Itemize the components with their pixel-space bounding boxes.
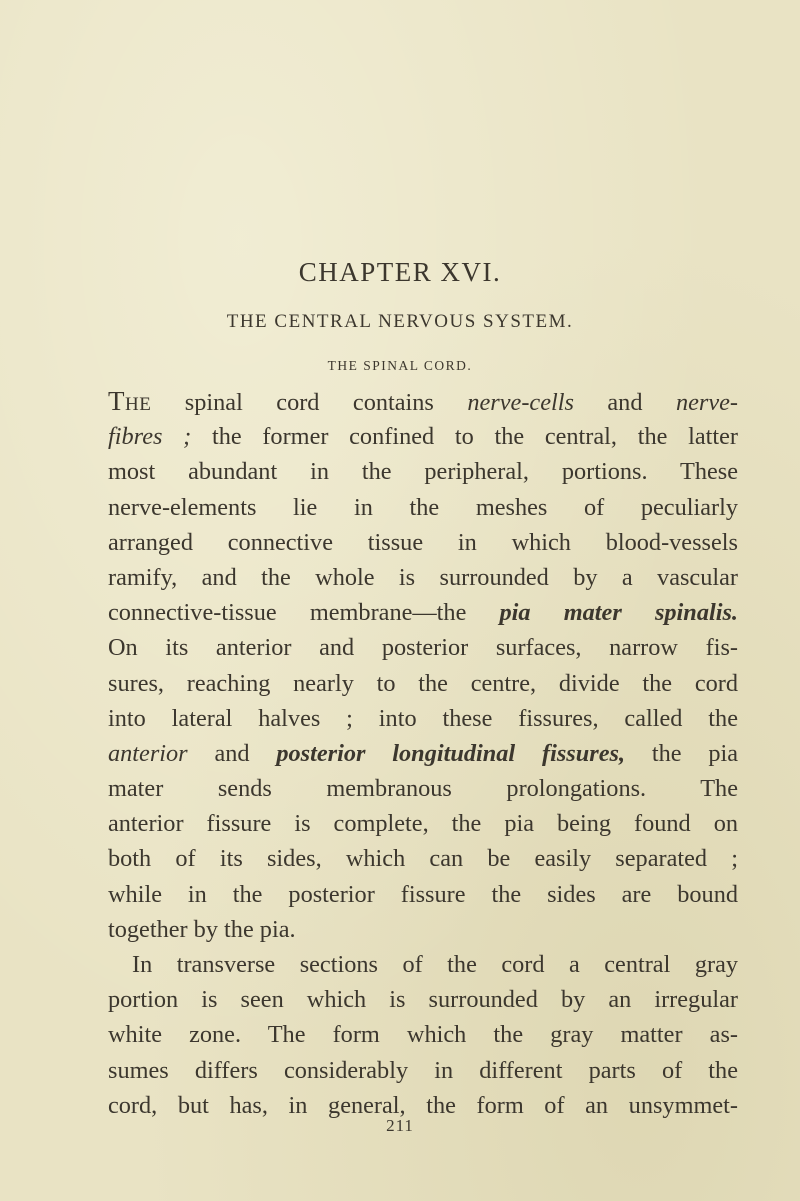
text-line: [108, 419, 738, 454]
text-line: [108, 701, 738, 736]
text-line: [108, 877, 738, 912]
text-line: [108, 630, 738, 665]
text-segment: nerve-elements lie in the meshes of peculiarly: [108, 493, 738, 521]
text-segment: white zone. The form which the gray matter as-: [108, 1021, 738, 1049]
text-segment: sumes differs considerably in different parts of the: [108, 1056, 738, 1084]
text-segment: and: [573, 389, 676, 416]
text-segment: both of its sides, which can be easily separated ;: [108, 845, 738, 873]
text-segment: On its anterior and posterior surfaces, narrow fis-: [108, 634, 738, 662]
text-segment: most abundant in the peripheral, portions. These: [108, 458, 738, 486]
text-segment: cord, but has, in general, the form of an unsymmet-: [108, 1091, 738, 1119]
text-line: [108, 525, 738, 560]
text-segment: nerve-: [675, 389, 739, 416]
page-number: 211: [386, 1116, 414, 1135]
text-line: [108, 595, 738, 630]
text-segment: connective-tissue membrane—the: [108, 599, 500, 627]
text-line: [108, 912, 738, 947]
text-segment: In transverse sections of the cord a central gray: [132, 951, 738, 978]
text-line: [108, 806, 738, 841]
text-segment: the pia: [625, 739, 739, 767]
text-segment: spinal cord contains: [151, 389, 468, 416]
text-segment: fibres ;: [108, 423, 192, 451]
text-segment: while in the posterior fissure the sides are bound: [108, 880, 738, 908]
text-segment: pia mater spinalis.: [499, 599, 738, 627]
subsection-title: THE SPINAL CORD.: [327, 358, 473, 373]
body-text: [108, 384, 738, 1123]
section-title: THE CENTRAL NERVOUS SYSTEM.: [226, 311, 574, 332]
text-line: [108, 736, 738, 771]
text-segment: portion is seen which is surrounded by an irregular: [108, 986, 738, 1014]
text-segment: sures, reaching nearly to the centre, divide the cord: [108, 669, 738, 697]
text-line: [108, 666, 738, 701]
text-segment: anterior: [108, 739, 188, 767]
text-segment: anterior fissure is complete, the pia being found on: [108, 810, 738, 838]
text-line: [108, 454, 738, 489]
text-line: [108, 384, 738, 419]
text-line: [108, 982, 738, 1017]
text-segment: posterior longitudinal fissures,: [276, 739, 626, 767]
text-segment: arranged connective tissue in which blood-vessels: [108, 528, 738, 556]
text-segment: mater sends membranous prolongations. The: [108, 775, 738, 803]
text-segment: ramify, and the whole is surrounded by a vascular: [108, 563, 738, 591]
text-segment: and: [187, 739, 277, 767]
text-line: [108, 947, 738, 982]
text-line: [108, 1053, 738, 1088]
text-line: [108, 1017, 738, 1052]
text-segment: the former confined to the central, the latter: [191, 423, 739, 451]
chapter-title: CHAPTER XVI.: [298, 257, 502, 287]
text-segment: The: [108, 386, 152, 416]
text-line: [108, 841, 738, 876]
text-line: [108, 560, 738, 595]
text-line: [108, 490, 738, 525]
text-segment: together by the pia.: [108, 915, 296, 943]
text-segment: nerve-cells: [467, 389, 574, 416]
text-line: [108, 771, 738, 806]
text-segment: into lateral halves ; into these fissures, called the: [108, 704, 738, 732]
